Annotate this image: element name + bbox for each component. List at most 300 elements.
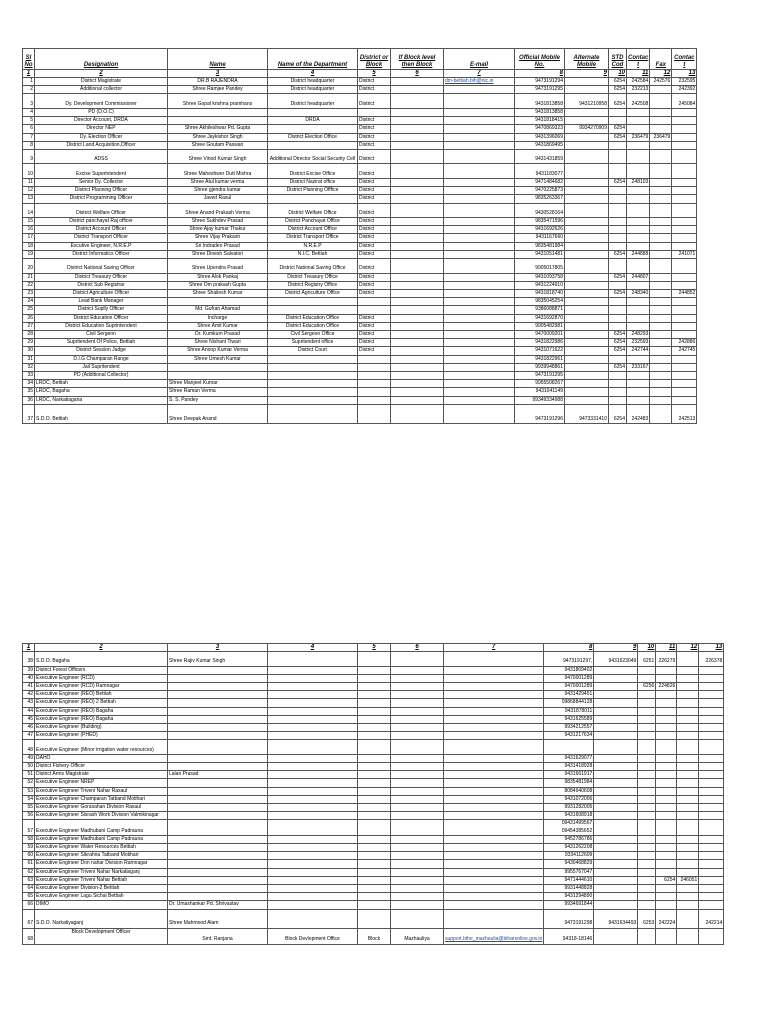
mobile-cell: 9431692870	[515, 314, 565, 322]
contact-2-cell	[672, 314, 697, 322]
table-row	[23, 203, 697, 218]
designation-cell: Director Account, DRDA	[35, 117, 168, 125]
email-cell	[444, 715, 544, 723]
designation-cell: District Fishery Officer	[35, 763, 168, 771]
district-block-cell	[358, 812, 391, 820]
contact-cell	[656, 868, 677, 876]
std-cell	[638, 699, 656, 707]
contact-2-cell: 242513	[672, 404, 697, 423]
mobile-cell: 9431224910	[515, 281, 565, 289]
alt-mobile-cell	[565, 164, 609, 179]
email-cell	[444, 281, 515, 289]
alt-mobile-cell	[594, 715, 638, 723]
name-cell	[168, 812, 268, 820]
block-cell	[391, 771, 444, 779]
department-cell: Supritendent office	[268, 339, 358, 347]
designation-cell: Senior Dy. Collector	[35, 178, 168, 186]
designation-cell: District Sub Registrar	[35, 281, 168, 289]
table-row	[23, 699, 724, 707]
fax-cell	[650, 281, 672, 289]
contact-cell: 236479	[627, 133, 650, 141]
email-cell	[444, 779, 544, 787]
district-block-cell	[358, 682, 391, 690]
block-cell	[391, 779, 444, 787]
std-cell: 6254	[609, 363, 627, 371]
fax-cell	[650, 396, 672, 404]
email-cell	[444, 371, 515, 379]
email-cell	[444, 141, 515, 149]
table-row	[23, 876, 724, 884]
contact-cell: 232213	[627, 86, 650, 94]
email-cell	[444, 164, 515, 179]
fax-cell	[650, 195, 672, 203]
table-row	[23, 674, 724, 682]
designation-cell: Executive Engineer Division-2 Bettiah	[35, 885, 168, 893]
mobile-cell: 9431629077	[544, 754, 594, 762]
sl-cell: 19	[23, 250, 35, 258]
contact-cell: 248293	[627, 330, 650, 338]
designation-cell: Executive Engineer Gorasahan Division Raxaul	[35, 804, 168, 812]
std-cell: 6254	[609, 330, 627, 338]
department-cell	[268, 779, 358, 787]
contact-2-cell	[699, 740, 724, 755]
table-row	[23, 371, 697, 379]
mobile-cell: 9431431859	[515, 149, 565, 164]
name-cell: Shree Maheshwer Dutt Mishra	[168, 164, 268, 179]
designation-cell: District Education Officer	[35, 314, 168, 322]
email-cell	[444, 804, 544, 812]
sl-cell: 51	[23, 771, 35, 779]
alt-mobile-cell	[565, 117, 609, 125]
contact-2-cell: 226378	[699, 652, 724, 667]
name-cell: Shree Ramjee Pandey	[168, 86, 268, 94]
alt-mobile-cell	[594, 723, 638, 731]
department-cell: District Education Office	[268, 314, 358, 322]
sl-cell: 35	[23, 388, 35, 396]
designation-cell: Director NEP	[35, 125, 168, 133]
fax-cell	[650, 388, 672, 396]
department-cell	[268, 298, 358, 306]
sl-cell: 11	[23, 178, 35, 186]
contact-cell	[627, 380, 650, 388]
contact-cell: 248103	[627, 178, 650, 186]
block-cell	[391, 715, 444, 723]
designation-cell: District National Saving Officer	[35, 259, 168, 274]
std-cell	[609, 149, 627, 164]
sl-cell: 60	[23, 852, 35, 860]
contact-cell	[656, 771, 677, 779]
sl-cell: 3	[23, 94, 35, 109]
designation-cell: Executive Engineer Madhubani Camp Padrauna	[35, 820, 168, 835]
email-cell	[444, 322, 515, 330]
block-cell	[391, 141, 444, 149]
header-row	[23, 49, 697, 70]
district-block-cell	[358, 674, 391, 682]
contact-2-cell	[672, 164, 697, 179]
fax-cell	[677, 666, 699, 674]
alt-mobile-cell	[565, 259, 609, 274]
block-cell	[391, 820, 444, 835]
mobile-cell: 9431396069	[515, 133, 565, 141]
department-cell	[268, 715, 358, 723]
mobile-cell: 9835471596	[515, 218, 565, 226]
contact-2-cell	[672, 234, 697, 242]
email-cell[interactable]: dm-bettiah.bih@nic.in	[444, 78, 515, 86]
fax-cell	[677, 763, 699, 771]
department-cell	[268, 141, 358, 149]
district-block-cell	[358, 771, 391, 779]
email-cell	[444, 298, 515, 306]
department-cell	[268, 901, 358, 909]
contact-cell	[627, 164, 650, 179]
designation-cell: Supritendent Of Police, Bettiah	[35, 339, 168, 347]
designation-cell: District Education Suprintendent	[35, 322, 168, 330]
contact-2-cell	[699, 885, 724, 893]
table-row	[23, 281, 697, 289]
department-cell: District Planning Offfice	[268, 187, 358, 195]
designation-cell: Executive Engineer Water Resources Bettiah	[35, 844, 168, 852]
table-row	[23, 149, 697, 164]
table-row	[23, 141, 697, 149]
sl-cell: 22	[23, 281, 35, 289]
alt-mobile-cell	[565, 226, 609, 234]
block-cell	[391, 347, 444, 355]
sl-cell: 67	[23, 909, 35, 928]
sl-cell: 29	[23, 339, 35, 347]
designation-cell: District Informatics Officer	[35, 250, 168, 258]
name-cell: Shree Upendra Prasad	[168, 259, 268, 274]
std-cell: 6256	[638, 682, 656, 690]
std-cell: 6254	[609, 133, 627, 141]
alt-mobile-cell	[565, 195, 609, 203]
table-row	[23, 298, 697, 306]
district-block-cell: District	[358, 250, 391, 258]
fax-cell	[650, 347, 672, 355]
email-cell	[444, 363, 515, 371]
district-block-cell	[358, 699, 391, 707]
alt-mobile-cell	[594, 682, 638, 690]
block-cell	[391, 117, 444, 125]
department-cell: District Nazirat office	[268, 178, 358, 186]
contact-cell	[627, 355, 650, 363]
email-cell	[444, 893, 544, 901]
block-cell	[391, 259, 444, 274]
mobile-cell: 9835263367	[515, 195, 565, 203]
contact-cell	[656, 691, 677, 699]
contact-2-cell	[672, 306, 697, 314]
block-cell	[391, 691, 444, 699]
alt-mobile-cell	[565, 371, 609, 379]
alt-mobile-cell	[594, 804, 638, 812]
sl-cell: 27	[23, 322, 35, 330]
std-cell	[609, 203, 627, 218]
contact-cell: 233167	[627, 363, 650, 371]
mobile-cell: 9452786786	[544, 835, 594, 843]
block-cell	[391, 363, 444, 371]
district-block-cell: District	[358, 347, 391, 355]
contact-cell	[627, 306, 650, 314]
department-cell	[268, 771, 358, 779]
contact-cell	[656, 754, 677, 762]
alt-mobile-cell	[594, 787, 638, 795]
mobile-cell: 9473191298	[544, 909, 594, 928]
district-block-cell: District	[358, 195, 391, 203]
alt-mobile-cell	[565, 108, 609, 116]
mobile-cell: 9431217634	[544, 732, 594, 740]
email-cell	[444, 273, 515, 281]
department-cell	[268, 666, 358, 674]
alt-mobile-cell	[565, 306, 609, 314]
department-cell	[268, 740, 358, 755]
name-cell	[168, 844, 268, 852]
block-cell	[391, 355, 444, 363]
mobile-cell: 9431818415	[515, 117, 565, 125]
sl-cell: 18	[23, 242, 35, 250]
name-cell	[168, 723, 268, 731]
email-cell	[444, 218, 515, 226]
column-index-cell: 10	[609, 70, 627, 78]
sl-cell: 2	[23, 86, 35, 94]
block-cell: Mazhauliya	[391, 928, 444, 944]
contact-cell	[627, 187, 650, 195]
name-cell	[168, 893, 268, 901]
designation-cell: Executive Engineer Madhubani Camp Padrauna	[35, 835, 168, 843]
fax-cell	[677, 835, 699, 843]
contact-2-cell	[699, 812, 724, 820]
email-cell	[444, 820, 544, 835]
name-cell: Shree Dinesh Salvatori	[168, 250, 268, 258]
alt-mobile-cell	[594, 763, 638, 771]
sl-cell: 50	[23, 763, 35, 771]
name-cell: Dr. Umashankar Pd. Shrivastav	[168, 901, 268, 909]
fax-cell	[677, 820, 699, 835]
alt-mobile-cell: 9431634493	[594, 909, 638, 928]
sl-cell: 43	[23, 699, 35, 707]
col-header-std: STD Cod	[609, 49, 627, 70]
sl-cell: 41	[23, 682, 35, 690]
district-block-cell: District	[358, 330, 391, 338]
district-block-cell: District	[358, 86, 391, 94]
email-cell	[444, 763, 544, 771]
column-index-cell: 12	[677, 644, 699, 652]
email-cell	[444, 195, 515, 203]
table-row	[23, 844, 724, 852]
alt-mobile-cell	[594, 754, 638, 762]
contact-cell: 244807	[627, 273, 650, 281]
contact-cell	[627, 226, 650, 234]
mobile-cell: 9431072006	[544, 795, 594, 803]
table-row	[23, 691, 724, 699]
department-cell: District National Saving Office	[268, 259, 358, 274]
fax-cell	[677, 691, 699, 699]
contact-2-cell	[672, 396, 697, 404]
mobile-cell: 9905017805	[515, 259, 565, 274]
std-cell	[609, 355, 627, 363]
email-cell	[444, 404, 515, 423]
block-cell	[391, 682, 444, 690]
designation-cell: Executive Engineer Champaran Tatband Motihari	[35, 795, 168, 803]
mobile-cell: 9905482981	[515, 322, 565, 330]
block-cell	[391, 740, 444, 755]
block-cell	[391, 108, 444, 116]
column-index-cell: 1	[23, 70, 35, 78]
name-cell: Shree Raman Verma	[168, 388, 268, 396]
designation-cell: Executive Engineer (Building)	[35, 723, 168, 731]
block-cell	[391, 94, 444, 109]
std-cell: 6254	[609, 289, 627, 297]
std-cell	[609, 226, 627, 234]
designation-cell: District Magistrate	[35, 78, 168, 86]
name-cell	[168, 852, 268, 860]
district-block-cell	[358, 740, 391, 755]
mobile-cell: 9473191294	[515, 78, 565, 86]
name-cell: Shree Anoop Kumar Verma	[168, 347, 268, 355]
district-block-cell	[358, 715, 391, 723]
designation-cell: Additional collector	[35, 86, 168, 94]
table-row	[23, 901, 724, 909]
alt-mobile-cell	[565, 355, 609, 363]
fax-cell: 242576	[650, 78, 672, 86]
std-cell	[638, 795, 656, 803]
contact-cell: 232593	[627, 339, 650, 347]
email-cell	[444, 203, 515, 218]
col-header-alt-mobile: Alternate Mobile	[565, 49, 609, 70]
mobile-cell: 9471444610	[544, 876, 594, 884]
name-cell: Shree Alok Pankaj	[168, 273, 268, 281]
mobile-cell: 9470001289	[544, 674, 594, 682]
name-cell	[168, 371, 268, 379]
name-cell: Shree Vijay Prakash	[168, 234, 268, 242]
block-cell	[391, 804, 444, 812]
name-cell: Shree Manjeet Kumar	[168, 380, 268, 388]
contact-cell	[627, 396, 650, 404]
district-block-cell	[358, 723, 391, 731]
department-cell: District Excise Office	[268, 164, 358, 179]
block-cell	[391, 306, 444, 314]
std-cell	[609, 108, 627, 116]
contact-2-cell	[699, 666, 724, 674]
email-cell	[444, 860, 544, 868]
block-cell	[391, 723, 444, 731]
col-header-designation: Designation	[35, 49, 168, 70]
block-cell	[391, 763, 444, 771]
fax-cell	[650, 149, 672, 164]
contact-cell	[656, 795, 677, 803]
contact-2-cell	[699, 715, 724, 723]
district-block-cell	[358, 820, 391, 835]
sl-cell: 68	[23, 928, 35, 944]
alt-mobile-cell	[594, 901, 638, 909]
std-cell	[609, 322, 627, 330]
table-row	[23, 218, 697, 226]
alt-mobile-cell	[565, 141, 609, 149]
department-cell	[268, 860, 358, 868]
alt-mobile-cell	[565, 149, 609, 164]
fax-cell	[677, 715, 699, 723]
name-cell: Shree Mahmood Alam	[168, 909, 268, 928]
alt-mobile-cell	[594, 928, 638, 944]
department-cell: N.I.C. Bettiah	[268, 250, 358, 258]
mobile-cell: 9473191295	[515, 86, 565, 94]
alt-mobile-cell	[594, 844, 638, 852]
department-cell	[268, 732, 358, 740]
email-cell	[444, 242, 515, 250]
contact-2-cell	[699, 901, 724, 909]
email-cell	[444, 868, 544, 876]
table-row	[23, 860, 724, 868]
table-row	[23, 885, 724, 893]
contact-cell	[627, 108, 650, 116]
contact-cell	[656, 820, 677, 835]
sl-cell: 28	[23, 330, 35, 338]
contact-cell: 242224	[656, 909, 677, 928]
name-cell	[168, 779, 268, 787]
district-block-cell	[358, 666, 391, 674]
col-header-mobile: Official Mobile No.	[515, 49, 565, 70]
sl-cell: 24	[23, 298, 35, 306]
email-cell	[444, 901, 544, 909]
alt-mobile-cell	[594, 852, 638, 860]
email-cell	[444, 885, 544, 893]
std-cell	[609, 187, 627, 195]
department-cell	[268, 355, 358, 363]
sl-cell: 49	[23, 754, 35, 762]
alt-mobile-cell	[565, 234, 609, 242]
alt-mobile-cell	[594, 860, 638, 868]
block-cell	[391, 250, 444, 258]
fax-cell	[650, 330, 672, 338]
fax-cell	[650, 187, 672, 195]
alt-mobile-cell	[565, 347, 609, 355]
sl-cell: 8	[23, 141, 35, 149]
mobile-cell: 9835045254	[515, 298, 565, 306]
contact-2-cell	[699, 682, 724, 690]
alt-mobile-cell	[565, 314, 609, 322]
column-index-cell: 5	[358, 70, 391, 78]
alt-mobile-cell	[565, 289, 609, 297]
block-cell	[391, 78, 444, 86]
table-row	[23, 380, 697, 388]
email-cell	[444, 691, 544, 699]
department-cell	[268, 699, 358, 707]
column-index-cell: 7	[444, 70, 515, 78]
name-cell: Shree Goutam Paswan	[168, 141, 268, 149]
column-index-cell: 1	[23, 644, 35, 652]
email-cell[interactable]: support.bthe_mazhaulia@biharonline.gov.in	[444, 928, 544, 944]
fax-cell	[650, 298, 672, 306]
department-cell	[268, 674, 358, 682]
sl-cell: 54	[23, 795, 35, 803]
fax-cell	[677, 779, 699, 787]
sl-cell: 34	[23, 380, 35, 388]
email-cell	[444, 674, 544, 682]
designation-cell: District panchayat Raj officer	[35, 218, 168, 226]
block-cell	[391, 371, 444, 379]
table-row	[23, 787, 724, 795]
contact-2-cell	[672, 322, 697, 330]
alt-mobile-cell	[565, 330, 609, 338]
alt-mobile-cell	[565, 396, 609, 404]
district-block-cell	[358, 844, 391, 852]
fax-cell	[650, 108, 672, 116]
mobile-cell: 9431262208	[544, 844, 594, 852]
contact-cell	[627, 371, 650, 379]
designation-cell: Excise Superintendent	[35, 164, 168, 179]
alt-mobile-cell: 9431210958	[565, 94, 609, 109]
contact-2-cell	[672, 273, 697, 281]
district-block-cell	[358, 355, 391, 363]
table-row	[23, 164, 697, 179]
